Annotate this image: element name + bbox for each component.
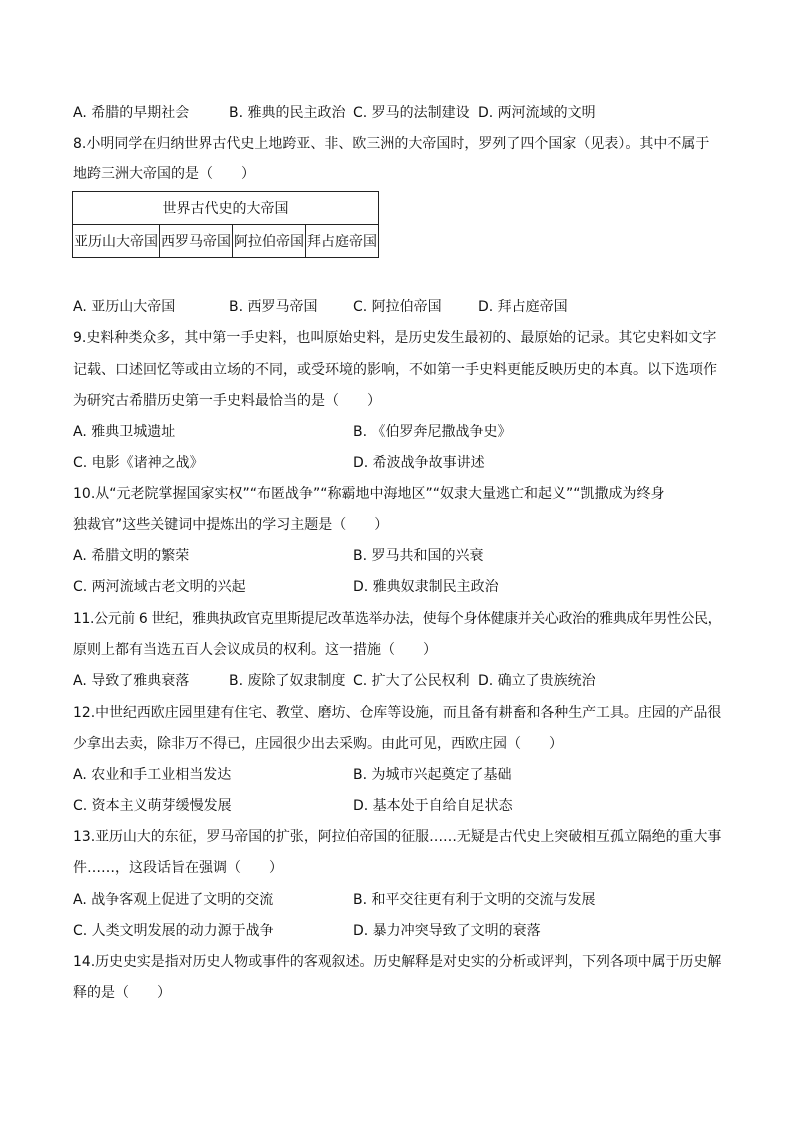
- q11-option-b: B. 废除了奴隶制度: [229, 673, 346, 689]
- q9-option-b: B. 《伯罗奔尼撒战争史》: [353, 424, 512, 440]
- q12-stem-line-2: 少拿出去卖，除非万不得已，庄园很少出去采购。由此可见，西欧庄园（ ）: [73, 736, 563, 752]
- q10-stem-line-1: 10.从“元老院掌握国家实权”“布匿战争”“称霸地中海地区”“奴隶大量逃亡和起义”“凯撒成为终身: [73, 486, 665, 502]
- q7-option-d: D. 两河流域的文明: [478, 105, 596, 121]
- q8-option-a: A. 亚历山大帝国: [73, 299, 176, 315]
- q12-stem-line-1: 12.中世纪西欧庄园里建有住宅、教堂、磨坊、仓库等设施，而且备有耕畜和各种生产工具。庄园的产品很: [73, 705, 722, 721]
- q7-option-a: A. 希腊的早期社会: [73, 105, 190, 121]
- q10-option-d: D. 雅典奴隶制民主政治: [353, 579, 499, 595]
- q8-option-b: B. 西罗马帝国: [229, 299, 318, 315]
- q8-option-d: D. 拜占庭帝国: [478, 299, 568, 315]
- q9-option-a: A. 雅典卫城遗址: [73, 424, 176, 440]
- q11-stem-line-1: 11.公元前 6 世纪，雅典执政官克里斯提尼改革选举办法，使每个身体健康并关心政治的雅典成年男性公民，: [73, 611, 722, 627]
- empire-table-cell: 亚历山大帝国: [73, 225, 160, 258]
- empire-table-title: 世界古代史的大帝国: [73, 192, 379, 225]
- q7-option-c: C. 罗马的法制建设: [353, 105, 470, 121]
- q9-option-c: C. 电影《诸神之战》: [73, 455, 204, 471]
- q13-option-c: C. 人类文明发展的动力源于战争: [73, 923, 274, 939]
- q11-option-a: A. 导致了雅典衰落: [73, 673, 190, 689]
- q9-option-d: D. 希波战争故事讲述: [353, 455, 485, 471]
- q8-option-c: C. 阿拉伯帝国: [353, 299, 442, 315]
- q11-option-d: D. 确立了贵族统治: [478, 673, 596, 689]
- q14-stem-line-2: 释的是（ ）: [73, 985, 171, 1001]
- q10-stem-line-2: 独裁官”这些关键词中提炼出的学习主题是（ ）: [73, 517, 389, 533]
- q14-stem-line-1: 14.历史史实是指对历史人物或事件的客观叙述。历史解释是对史实的分析或评判，下列各项中属于历史解: [73, 954, 722, 970]
- q11-option-c: C. 扩大了公民权利: [353, 673, 470, 689]
- q13-option-a: A. 战争客观上促进了文明的交流: [73, 892, 274, 908]
- q12-option-d: D. 基本处于自给自足状态: [353, 798, 513, 814]
- q10-option-a: A. 希腊文明的繁荣: [73, 548, 190, 564]
- q10-option-b: B. 罗马共和国的兴衰: [353, 548, 484, 564]
- q13-option-b: B. 和平交往更有利于文明的交流与发展: [353, 892, 596, 908]
- empire-table-cell: 拜占庭帝国: [306, 225, 379, 258]
- q8-stem-line-2: 地跨三洲大帝国的是（ ）: [73, 166, 255, 182]
- q13-option-d: D. 暴力冲突导致了文明的衰落: [353, 923, 541, 939]
- q12-option-b: B. 为城市兴起奠定了基础: [353, 767, 512, 783]
- q8-stem-line-1: 8.小明同学在归纳世界古代史上地跨亚、非、欧三洲的大帝国时，罗列了四个国家（见表）。其中不属于: [73, 136, 710, 152]
- q10-option-c: C. 两河流域古老文明的兴起: [73, 579, 246, 595]
- q9-stem-line-2: 记载、口述回忆等或由立场的不同，或受环境的影响，不如第一手史料更能反映历史的本真。以下选项作: [73, 362, 717, 378]
- q9-stem-line-1: 9.史料种类众多，其中第一手史料，也叫原始史料，是历史发生最初的、最原始的记录。其它史料如文字: [73, 330, 717, 346]
- q13-stem-line-2: 件……，这段话旨在强调（ ）: [73, 860, 283, 876]
- q12-option-c: C. 资本主义萌芽缓慢发展: [73, 798, 232, 814]
- q7-option-b: B. 雅典的民主政治: [229, 105, 346, 121]
- q9-stem-line-3: 为研究古希腊历史第一手史料最恰当的是（ ）: [73, 393, 381, 409]
- q13-stem-line-1: 13.亚历山大的东征，罗马帝国的扩张，阿拉伯帝国的征服……无疑是古代史上突破相互孤立隔绝的重大事: [73, 829, 722, 845]
- empire-table: [72, 191, 379, 258]
- empire-table-cell: 西罗马帝国: [160, 225, 233, 258]
- q12-option-a: A. 农业和手工业相当发达: [73, 767, 232, 783]
- q11-stem-line-2: 原则上都有当选五百人会议成员的权利。这一措施（ ）: [73, 642, 437, 658]
- empire-table-cell: 阿拉伯帝国: [233, 225, 306, 258]
